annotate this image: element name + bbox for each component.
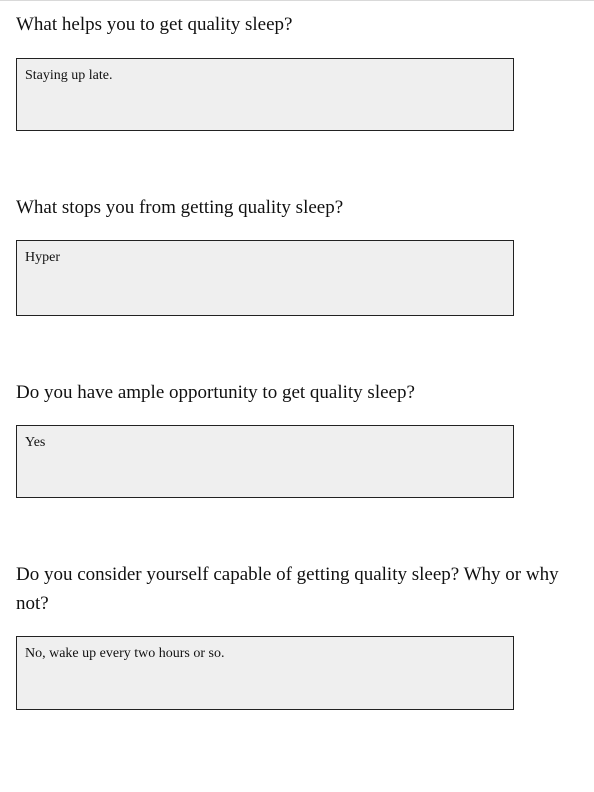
question-1-label: What helps you to get quality sleep? (16, 14, 293, 35)
question-4-answer-field[interactable]: No, wake up every two hours or so. (16, 636, 514, 710)
question-2-answer-field[interactable]: Hyper (16, 240, 514, 316)
question-1-answer-field[interactable]: Staying up late. (16, 58, 514, 131)
question-2-label: What stops you from getting quality sleep? (16, 197, 344, 218)
question-4-label: Do you consider yourself capable of getting quality sleep? Why or why not? (16, 564, 559, 614)
question-3-label: Do you have ample opportunity to get quality sleep? (16, 382, 415, 403)
question-3-answer-field[interactable]: Yes (16, 425, 514, 498)
top-divider (0, 0, 594, 1)
